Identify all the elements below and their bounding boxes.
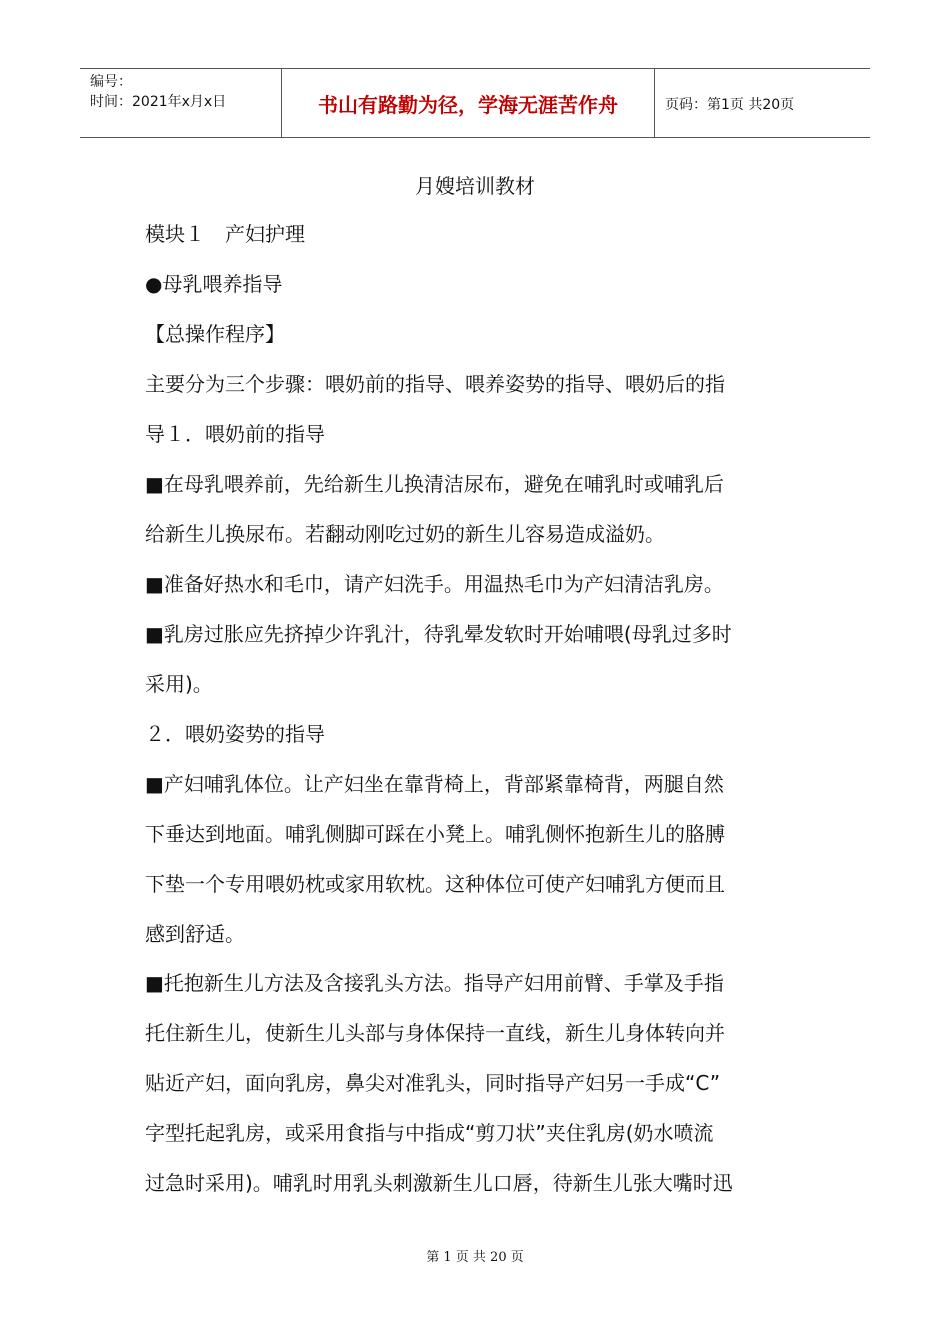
header-middle-cell	[282, 69, 655, 137]
text-line: ■托抱新生儿方法及含接乳头方法。指导产妇用前臂、手掌及手指	[145, 971, 724, 995]
text-line: 主要分为三个步骤：喂奶前的指导、喂养姿势的指导、喂奶后的指	[145, 372, 725, 396]
header-table	[80, 68, 870, 138]
text-line: 感到舒适。	[145, 922, 245, 946]
text-line: 过急时采用)。哺乳时用乳头刺激新生儿口唇，待新生儿张大嘴时迅	[145, 1171, 733, 1195]
module-heading: 模块１ 产妇护理	[145, 222, 305, 246]
page-footer: 第 1 页 共 20 页	[426, 1250, 524, 1265]
header-page-info: 页码：第1页 共20页	[665, 97, 795, 113]
header-left-cell	[80, 69, 282, 137]
header-motto: 书山有路勤为径，学海无涯苦作舟	[318, 93, 618, 117]
text-line: ■准备好热水和毛巾，请产妇洗手。用温热毛巾为产妇清洁乳房。	[145, 572, 724, 596]
text-line: 贴近产妇，面向乳房，鼻尖对准乳头，同时指导产妇另一手成“C”	[145, 1071, 721, 1095]
header-right-cell	[655, 69, 870, 137]
text-line: ■乳房过胀应先挤掉少许乳汁，待乳晕发软时开始哺喂(母乳过多时	[145, 622, 732, 646]
document-number-label: 编号：	[90, 74, 132, 90]
section-heading: ●母乳喂养指导	[145, 272, 283, 296]
subsection-heading: ２．喂奶姿势的指导	[145, 722, 325, 746]
text-line: 采用)。	[145, 672, 213, 696]
text-line: ■产妇哺乳体位。让产妇坐在靠背椅上，背部紧靠椅背，两腿自然	[145, 772, 724, 796]
document-date-label: 时间：2021年x月x日	[90, 94, 227, 110]
text-line: 导１．喂奶前的指导	[145, 422, 325, 446]
text-line: 托住新生儿，使新生儿头部与身体保持一直线，新生儿身体转向并	[145, 1021, 725, 1045]
text-line: 下垫一个专用喂奶枕或家用软枕。这种体位可使产妇哺乳方便而且	[145, 872, 725, 896]
text-line: ■在母乳喂养前，先给新生儿换清洁尿布，避免在哺乳时或哺乳后	[145, 472, 724, 496]
text-line: 给新生儿换尿布。若翻动刚吃过奶的新生儿容易造成溢奶。	[145, 522, 665, 546]
document-title: 月嫂培训教材	[415, 174, 535, 198]
procedure-heading: 【总操作程序】	[145, 322, 285, 346]
text-line: 下垂达到地面。哺乳侧脚可踩在小凳上。哺乳侧怀抱新生儿的胳膊	[145, 822, 725, 846]
text-line: 字型托起乳房，或采用食指与中指成“剪刀状”夹住乳房(奶水喷流	[145, 1121, 714, 1145]
